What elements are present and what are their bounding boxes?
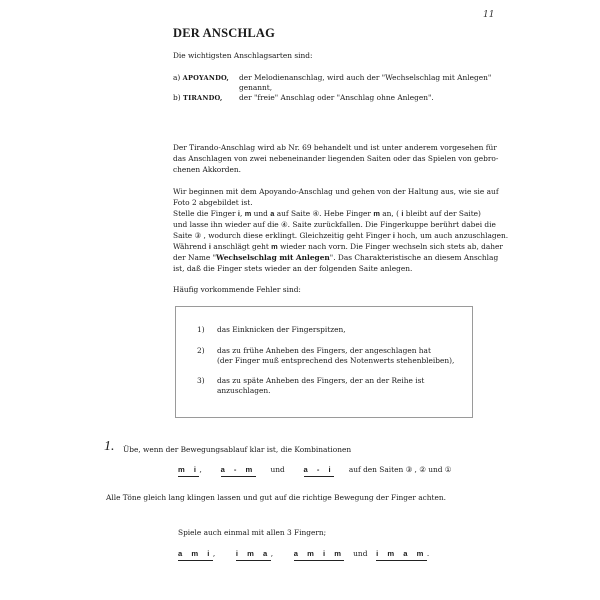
combo: a - i [304,464,335,477]
combo: a - m [221,464,256,477]
combo: m i [178,464,199,477]
text-line: der Name "Wechselschlag mit Anlegen". Das Charakteristische an diesem Anschlag [173,253,499,262]
text-line: das Anschlagen von zwei nebeneinander liegenden Saiten oder das Spielen von gebro- [173,154,499,163]
combo: i m a [236,548,271,561]
item-text-cont: anzuschlagen. [217,386,271,395]
item-text-cont: (der Finger muß entsprechend des Notenwerts stehenbleiben), [217,356,455,365]
text-line: Wir beginnen mit dem Apoyando-Anschlag und gehen von der Haltung aus, wie sie auf [173,187,499,196]
finger-i: i [401,209,404,218]
type-name: TIRANDO, [182,94,223,102]
item-number: 2) [197,346,205,355]
strings-text: auf den Saiten ③ , ② und ① [348,465,452,474]
exercise-instruction: Übe, wenn der Bewegungsablauf klar ist, die Kombinationen [123,445,352,454]
type-desc: der "freie" Anschlag oder "Anschlag ohne Anlegen". [239,93,434,102]
combo: a m i m [294,548,345,561]
finger-i: i [392,231,395,240]
type-name: APOYANDO, [182,74,230,82]
item-text: das Einknicken der Fingerspitzen, [217,325,346,334]
finger-i: i [237,209,240,218]
text-line: Stelle die Finger i, m und a auf Saite ④. Hebe Finger m an, ( i bleibt auf der Saite) [173,209,481,218]
term-wechselschlag: Wechselschlag mit Anlegen [216,253,330,262]
text-line: Während i anschlägt geht m wieder nach vorn. Die Finger wechseln sich stets ab, daher [173,242,503,251]
text-line: und lasse ihn wieder auf die ④. Saite zurückfallen. Die Fingerkuppe berührt dabei die [173,220,496,229]
exercise-note: Alle Töne gleich lang klingen lassen und gut auf die richtige Bewegung der Finger achten. [106,493,446,502]
text-line: Der Tirando-Anschlag wird ab Nr. 69 behandelt und ist unter anderem vorgesehen für [173,143,497,152]
extra-combo-row: a m i, i m a, a m i m und i m a m. [178,548,429,561]
finger-i: i [208,242,211,251]
finger-m: m [373,209,380,218]
combo: a m i [178,548,213,561]
page-title: DER ANSCHLAG [173,26,276,40]
type-desc: der Melodienanschlag, wird auch der "Wechselschlag mit Anlegen" [239,73,492,82]
combo-row: m i, a - m und a - i auf den Saiten ③ , ② und ① [178,464,451,477]
item-number: 3) [197,376,205,385]
finger-a: a [270,209,275,218]
intro-lead: Die wichtigsten Anschlagsarten sind: [173,51,313,60]
text-line: chenen Akkorden. [173,165,242,174]
type-key: a) [173,73,183,82]
type-key: b) [173,93,183,102]
finger-m: m [244,209,252,218]
errors-lead: Häufig vorkommende Fehler sind: [173,285,301,294]
text-line: ist, daß die Finger stets wieder an der folgenden Saite anlegen. [173,264,413,273]
type-desc-cont: genannt, [239,83,273,92]
extra-lead: Spiele auch einmal mit allen 3 Fingern; [178,528,327,537]
item-number: 1) [197,325,205,334]
finger-m: m [271,242,278,251]
combo: i m a m [376,548,427,561]
page-number: 11 [483,10,495,20]
item-text: das zu späte Anheben des Fingers, der an der Reihe ist [217,376,425,385]
text-line: Foto 2 abgebildet ist. [173,198,253,207]
text-line: Saite ③ , wodurch diese erklingt. Gleichzeitig geht Finger i hoch, um auch anzuschlagen. [173,231,509,240]
exercise-number: 1. [104,439,115,454]
item-text: das zu frühe Anheben des Fingers, der angeschlagen hat [217,346,431,355]
